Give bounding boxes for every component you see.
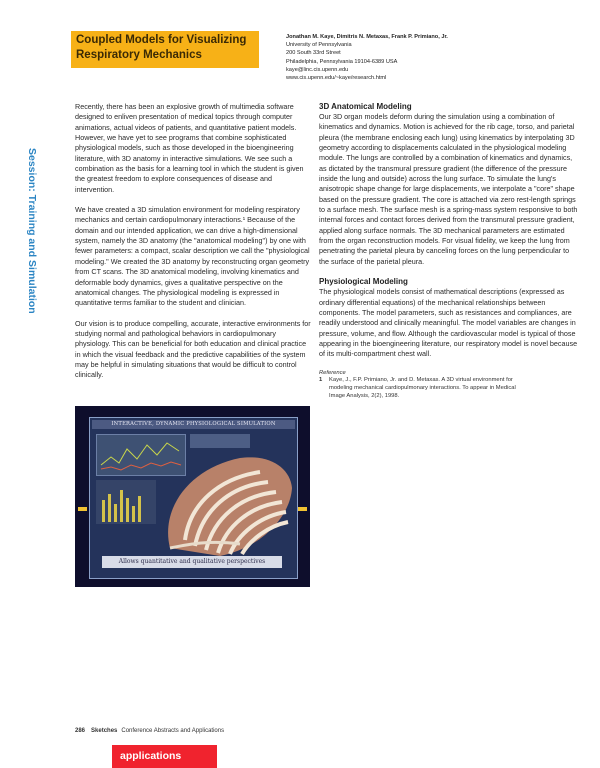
reference-heading: Reference (319, 369, 346, 376)
section-heading-physiological: Physiological Modeling (319, 277, 408, 287)
title-box (71, 31, 259, 68)
page-footer (75, 728, 224, 734)
reference-item (319, 376, 579, 400)
author-names: Jonathan M. Kaye, Dimitris N. Metaxas, Frank P. Primiano, Jr. (286, 34, 448, 40)
title-line-1: Coupled Models for Visualizing (76, 34, 247, 46)
author-email[interactable]: kaye@linc.cis.upenn.edu (286, 66, 349, 73)
ribcage-render (150, 448, 295, 558)
simulation-figure (75, 406, 310, 587)
figure-caption-text: Allows quantitative and qualitative perspectives (102, 556, 282, 568)
intro-paragraph-2: We have created a 3D simulation environment for modeling respiratory mechanics and certain cardiopulmonary interactions.¹ Because of the domain and our intended application, we can drive a high-dimensional system, namely the 3D anatomy (the "anatomical modeling") by one with fewer parameters: a compact, scalar description we call the "physiological modeling." We created the 3D anatomy by reconstructing organ geometry from CT scans. The 3D anatomical modeling, involving kinematics and deformable body dynamics, gives a qualitative perspective on the anatomical changes. The physiological modeling is expressed in quantitative terms familiar to the student and clinician. (75, 205, 310, 308)
applications-bar (112, 745, 217, 768)
intro-paragraph-1: Recently, there has been an explosive growth of multimedia software designed to enliven presentation of medical topics through computer animations, actual videos of patients, and quantitative patient models. However, we have yet to see programs that combine sophisticated physiological models, such as those developed in the bioengineering literature, with 3D anatomy in interactive simulations. We see such a combination as the basis for a learning tool in which the student is given the greatest freedom to explore consequences of disease and intervention. (75, 102, 304, 194)
figure-screen (89, 417, 298, 579)
applications-label: applications (120, 750, 182, 762)
reference-text: Kaye, J., F.P. Primiano, Jr. and D. Metaxas. A 3D virtual environment for modeling mechanical cardiopulmonary interactions. To appear in Medical Image Analysis, 2(2), 1998. (329, 376, 516, 399)
figure-control-panel (190, 434, 250, 448)
title-line-2: Respiratory Mechanics (76, 49, 202, 61)
anatomical-paragraph: Our 3D organ models deform during the simulation using a combination of kinematics and dynamics. Motion is achieved for the rib cage, torso, and parietal pleura (the membrane enclosing each lung) using kinematics by interpolating 3D geometry according to displacements calculated in the physiological modeling module. The lungs are controlled by a combination of kinematics and dynamics, as dictated by the transmural pressure gradient (the difference of the pressure inside the lung and outside) across the lung surface. To simulate the lung's anisotropic shape change for large displacements, we interpolate a "core" shape based on the pressure gradient. The core is attached via zero rest-length springs to a surface mesh. The surface mesh is a spring-mass system responsive to both internal forces and contact forces derived from the transmural pressure gradient, applied along surface normals. The 3D mechanical parameters are estimated from the organ reconstruction models. For visual fidelity, we keep the lung from penetrating the parietal pleura by canceling forces on the lung perpendicular to the surface of the parietal pleura. (319, 112, 578, 266)
author-block (286, 33, 586, 82)
footer-section: Sketches (91, 728, 118, 734)
author-street: 200 South 33rd Street (286, 50, 341, 57)
author-url[interactable]: www.cis.upenn.edu/~kaye/research.html (286, 75, 387, 82)
intro-paragraph-3: Our vision is to produce compelling, accurate, interactive environments for studying normal and pathological behaviors in cardiopulmonary physiology. This can be beneficial for both education and clinical practice in which the visual feedback and the predictive capabilities of the system may be helpful in simulating situations that would be difficult to control clinically. (75, 318, 311, 380)
footer-subtitle: Conference Abstracts and Applications (121, 728, 225, 734)
left-column (75, 102, 311, 391)
author-city: Philadelphia, Pennsylvania 19104-6389 USA (286, 58, 398, 65)
page-number: 286 (75, 728, 86, 734)
author-affiliation: University of Pennsylvania (286, 42, 352, 49)
section-heading-anatomical: 3D Anatomical Modeling (319, 102, 412, 111)
reference-number: 1 (319, 376, 323, 383)
figure-left-marker (78, 507, 87, 511)
session-side-label: Session: Training and Simulation (26, 148, 38, 314)
figure-header-text: INTERACTIVE, DYNAMIC PHYSIOLOGICAL SIMULATION (92, 420, 295, 429)
right-column (319, 102, 579, 400)
figure-bars-panel (96, 480, 156, 524)
figure-right-marker (298, 507, 307, 511)
physiological-paragraph: The physiological models consist of mathematical descriptions (expressed as ordinary differential equations) of the mechanical relationships between components. The model parameters, such as resistances and compliances, are readily understood and clinically meaningful. The model variables are changes in pressure, volume, and flow. Although the cardiovascular model is typical of those appearing in the bioengineering literature, our respiratory model is novel because of its multi-compartment chest wall. (319, 287, 578, 359)
